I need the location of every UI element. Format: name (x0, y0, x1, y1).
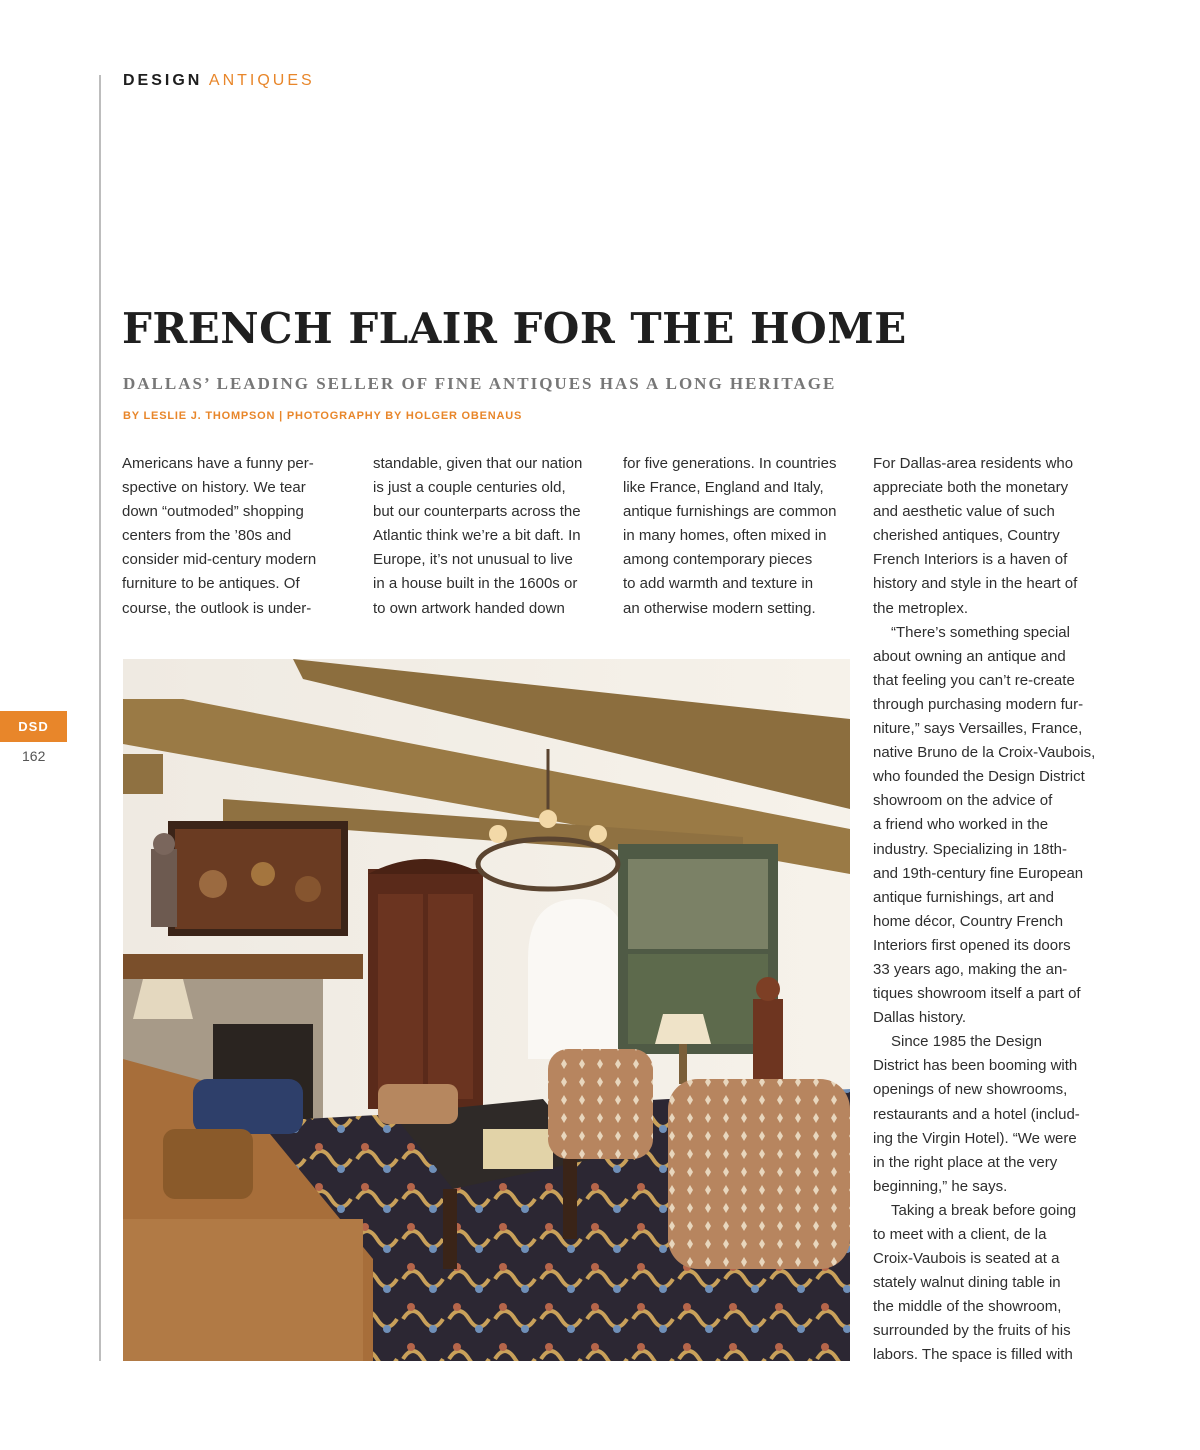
body-line: to meet with a client, de la (873, 1226, 1047, 1243)
body-column-4 (873, 452, 1113, 1368)
body-line: course, the outlook is under- (122, 599, 312, 617)
magazine-badge: DSD (0, 711, 67, 742)
body-line: Dallas history. (873, 1009, 967, 1027)
body-line: to own artwork handed down (373, 599, 565, 617)
body-line: antique furnishings, art and (873, 888, 1054, 906)
body-line: ing the Virgin Hotel). “We were (873, 1129, 1077, 1147)
body-line: District has been booming with (873, 1057, 1078, 1075)
body-line: who founded the Design District (873, 768, 1085, 786)
body-line: an otherwise modern setting. (623, 599, 816, 617)
body-line: French Interiors is a haven of (873, 551, 1068, 569)
body-line: the middle of the showroom, (873, 1298, 1062, 1316)
body-line: openings of new showrooms, (873, 1081, 1068, 1099)
body-line: to add warmth and texture in (623, 575, 814, 593)
body-line: for five generations. In countries (623, 455, 837, 472)
body-line: home décor, Country French (873, 912, 1064, 930)
body-line: in many homes, often mixed in (623, 527, 827, 545)
body-line: in the right place at the very (873, 1153, 1058, 1171)
living-room-photo (123, 659, 850, 1361)
article-title: FRENCH FLAIR FOR THE HOME (122, 304, 907, 353)
body-column-1 (122, 452, 362, 621)
body-line: Interiors first opened its doors (873, 936, 1071, 954)
margin-rule (99, 75, 101, 1361)
body-line: through purchasing modern fur- (873, 695, 1084, 713)
body-line: Atlantic think we’re a bit daft. In (373, 527, 581, 545)
body-line: cherished antiques, Country (873, 527, 1060, 545)
body-line: is just a couple centuries old, (373, 479, 566, 497)
article-subtitle: DALLAS’ LEADING SELLER OF FINE ANTIQUES HAS A LONG HERITAGE (123, 374, 837, 393)
body-line: the metroplex. (873, 599, 969, 617)
body-line: Since 1985 the Design (891, 1033, 1042, 1051)
body-line: labors. The space is filled with (873, 1346, 1073, 1364)
body-line: Europe, it’s not unusual to live (373, 551, 573, 569)
body-line: showroom on the advice of (873, 792, 1053, 810)
body-line: antique furnishings are common (623, 503, 837, 521)
body-line: a friend who worked in the (873, 816, 1049, 834)
section-subcategory: ANTIQUES (208, 72, 315, 89)
body-line: appreciate both the monetary (873, 479, 1069, 497)
body-column-3 (623, 452, 863, 621)
page-number: 162 (22, 748, 46, 764)
body-line: native Bruno de la Croix-Vaubois, (873, 744, 1096, 762)
body-line: consider mid-century modern (122, 551, 317, 569)
body-line: and 19th-century fine European (873, 864, 1084, 882)
body-line: Taking a break before going (891, 1201, 1077, 1219)
body-line: “There’s something special (891, 623, 1070, 641)
body-line: 33 years ago, making the an- (873, 960, 1068, 978)
body-line: industry. Specializing in 18th- (873, 840, 1067, 858)
body-line: Croix-Vaubois is seated at a (873, 1250, 1060, 1268)
body-line: in a house built in the 1600s or (373, 575, 578, 593)
body-line: tiques showroom itself a part of (873, 985, 1081, 1003)
body-line: standable, given that our nation (373, 455, 583, 472)
body-line: spective on history. We tear (122, 479, 306, 497)
section-category: DESIGN (123, 72, 203, 89)
body-line: like France, England and Italy, (623, 479, 824, 497)
body-line: down “outmoded” shopping (122, 503, 304, 521)
body-column-2 (373, 452, 613, 621)
body-line: but our counterparts across the (373, 503, 581, 521)
body-line: history and style in the heart of (873, 575, 1078, 593)
body-line: furniture to be antiques. Of (122, 575, 300, 593)
body-line: surrounded by the fruits of his (873, 1322, 1071, 1340)
section-header (123, 72, 315, 90)
body-line: niture,” says Versailles, France, (873, 720, 1083, 738)
body-line: centers from the ’80s and (122, 527, 292, 545)
body-line: and aesthetic value of such (873, 503, 1055, 521)
body-line: that feeling you can’t re-create (873, 671, 1075, 689)
body-line: stately walnut dining table in (873, 1274, 1061, 1292)
body-line: restaurants and a hotel (includ- (873, 1105, 1080, 1123)
body-line: Americans have a funny per- (122, 455, 314, 472)
body-line: about owning an antique and (873, 647, 1066, 665)
article-byline: BY LESLIE J. THOMPSON | PHOTOGRAPHY BY HOLGER OBENAUS (123, 410, 523, 422)
body-line: among contemporary pieces (623, 551, 813, 569)
body-line: For Dallas-area residents who (873, 455, 1074, 472)
body-line: beginning,” he says. (873, 1177, 1008, 1195)
